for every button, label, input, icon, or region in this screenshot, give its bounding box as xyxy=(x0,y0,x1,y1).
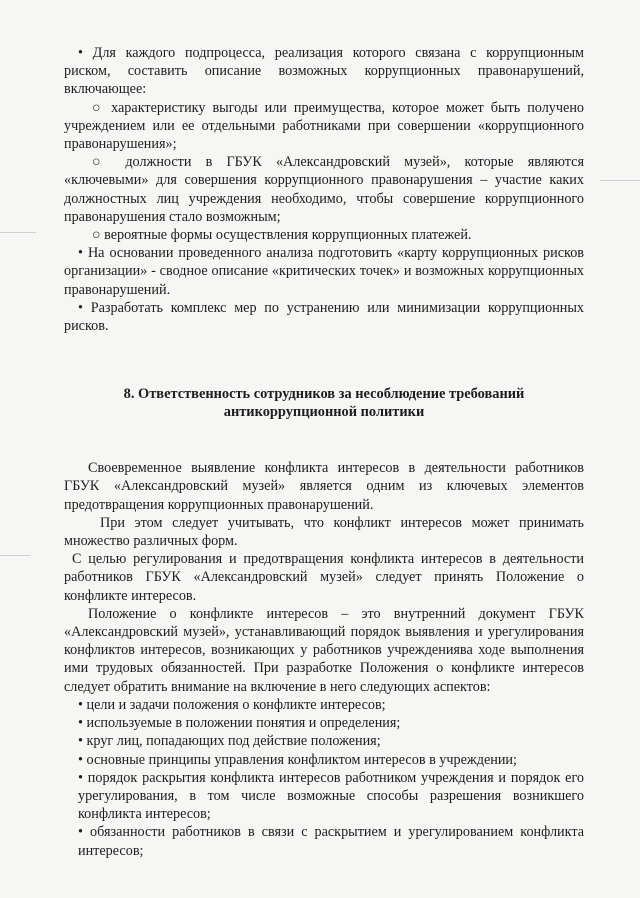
sub-marker: ○ xyxy=(92,99,105,116)
bullet-marker: • xyxy=(78,45,83,61)
section-heading-line-2: антикоррупционной политики xyxy=(223,404,425,421)
bullet-marker: • xyxy=(78,245,83,262)
list-marker: • xyxy=(78,696,83,713)
bullet-marker: • xyxy=(78,299,83,316)
document-content xyxy=(64,44,584,860)
list-text: обязанности работников в связи с раскрытием и урегулированием конфликта интересов; xyxy=(78,824,585,859)
list-marker: • xyxy=(78,824,83,841)
list-marker: • xyxy=(78,769,83,786)
sub-text: вероятные формы осуществления коррупционных платежей. xyxy=(104,227,472,244)
body-paragraph-1: Своевременное выявление конфликта интересов в деятельности работников ГБУК «Александровский музей» является одним из ключевых элементов предотвращения коррупционных правонарушений. xyxy=(64,460,584,513)
bullet-paragraph-2 xyxy=(64,244,584,299)
section-heading-line-1: 8. Ответственность сотрудников за несоблюдение требований xyxy=(123,386,525,403)
list-marker: • xyxy=(78,715,83,732)
sub-text: характеристику выгоды или преимущества, которое может быть получено учреждением или ее отдельными работниками при совершении «коррупционного правонарушения»; xyxy=(64,99,585,153)
body-paragraph-4: Положение о конфликте интересов – это внутренний документ ГБУК «Александровский музей», устанавливающий порядок выявления и урегулирования конфликтов интересов, возникающих у работников учреждениява ходе выполнения ими трудовых обязанностей. При разработке Положения о конфликте интересов следует обратить внимание на включение в него следующих аспектов: xyxy=(64,605,584,695)
list-text: используемые в положении понятия и определения; xyxy=(86,715,401,732)
sub-text: должности в ГБУК «Александровский музей», которые являются «ключевыми» для совершения коррупционного правонарушения – участие каких должностных лиц учреждения необходимо, чтобы совершение коррупционного правонарушения стало возможным; xyxy=(64,154,584,225)
sub-marker: ○ xyxy=(92,227,101,244)
list-marker: • xyxy=(78,751,83,768)
sub-item-2 xyxy=(64,153,584,226)
scan-artifact xyxy=(0,232,36,233)
list-text: цели и задачи положения о конфликте интересов; xyxy=(86,696,386,713)
body-paragraph-3: С целью регулирования и предотвращения конфликта интересов в деятельности работников ГБУК «Александровский музей» следует принять Положение о конфликте интересов. xyxy=(64,551,584,604)
list-text: круг лиц, попадающих под действие положения; xyxy=(86,733,381,750)
bullet-text: Разработать комплекс мер по устранению или минимизации коррупционных рисков. xyxy=(64,299,585,335)
bullet-text: На основании проведенного анализа подготовить «карту коррупционных рисков организации» - сводное описание «критических точек» и возможных коррупционных правонарушений. xyxy=(64,245,585,298)
bullet-paragraph-3 xyxy=(64,299,584,335)
list-item-4 xyxy=(64,751,584,769)
list-item-6 xyxy=(64,823,584,859)
list-item-5 xyxy=(64,769,584,824)
sub-marker: ○ xyxy=(92,154,112,171)
list-item-1 xyxy=(64,696,584,714)
list-item-2 xyxy=(64,714,584,732)
body-paragraph-2: При этом следует учитывать, что конфликт интересов может принимать множество различных форм. xyxy=(64,514,584,550)
list-item-3 xyxy=(64,732,584,750)
list-text: основные принципы управления конфликтом интересов в учреждении; xyxy=(86,751,517,768)
list-marker: • xyxy=(78,733,83,750)
sub-item-1 xyxy=(64,99,584,154)
sub-item-3 xyxy=(64,226,584,244)
bullet-paragraph-1 xyxy=(64,44,584,99)
bullet-text: Для каждого подпроцесса, реализация которого связана с коррупционным риском, составить описание возможных коррупционных правонарушений, включающее: xyxy=(64,45,585,98)
list-text: порядок раскрытия конфликта интересов работником учреждения и порядок его урегулирования, в том числе возможные способы разрешения возникшего конфликта интересов; xyxy=(78,769,585,823)
scan-artifact xyxy=(0,555,30,556)
scan-artifact xyxy=(600,180,640,181)
